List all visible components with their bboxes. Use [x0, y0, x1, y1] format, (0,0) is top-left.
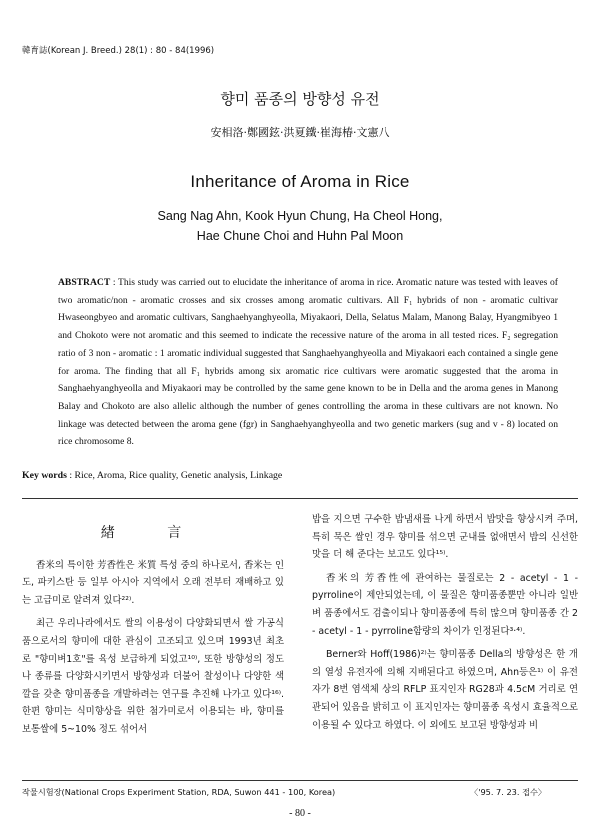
english-authors-line-1: Sang Nag Ahn, Kook Hyun Chung, Ha Cheol Hong, [157, 209, 443, 223]
right-column [312, 511, 578, 740]
english-title: Inheritance of Aroma in Rice [190, 172, 410, 191]
korean-authors: 安相洛·鄭國鉉·洪夏鐵·崔海椿·文憲八 [210, 126, 390, 139]
right-paragraph-2: 香米의 芳香性에 관여하는 물질로는 2 - acetyl - 1 - pyrroline이 제안되었는데, 이 물질은 향미품종뿐만 아니라 일반 벼 품종에서도 검출이되나 향미품종에 특히 많으며 향미품종 간 2 - acetyl - 1 - pyrroline함량의 차이가 인정된다³·⁴⁾. [312, 572, 578, 637]
page-number: - 80 - [289, 808, 311, 819]
keywords-divider [22, 498, 578, 499]
right-paragraph-1: 밥을 지으면 구수한 밥냄새를 나게 하면서 밥맛을 향상시켜 주며, 특히 묵은 쌀인 경우 향미를 섞으면 군내를 없애면서 밥의 신선한 맛을 더 해 준다는 보고도 있다¹⁵⁾. [312, 514, 578, 561]
abstract-text: : This study was carried out to elucidate the inheritance of aroma in rice. Aromatic nature was tested with leaves of two aromatic/non - aromatic crosses and six crosses among aromatic cultivars. All F₁ hybrids of non - aromatic cultivar Hwaseongbyeo and aromatic cultivars, Sanghaehyanghyeolla, Miyakaori, Della, Selatus Malam, Manong Balay, Hyangmibyeo 1 and Chokoto were not aromatic and this seemed to indicate the recessive nature of the aroma in all tested rices. F₂ segregation ratio of 3 non - aromatic : 1 aromatic individual suggested that Sanghaehyanghyeolla and Miyakaori each contained a single gene for aroma. The finding that all F₁ hybrids among six aromatic rice cultivars were aromatic suggested that the aroma in Sanghaehyanghyeolla and Miyakaori may be controlled by the same gene known to be in Della and the aroma genes in Manong Balay and Chokoto are also allelic although the number of genes controlling the aroma in these cultivars are not known. No linkage was detected between the aroma gene (fgr) in Sanghaehyanghyeolla and two genetic markers (sug and v - 8) located on rice chromosome 8. [58, 277, 558, 448]
footer-divider [22, 780, 578, 781]
left-paragraph-2: 최근 우리나라에서도 쌀의 이용성이 다양화되면서 쌀 가공식품으로서의 향미에 대한 관심이 고조되고 있으며 1993년 최초로 "향미벼1호"를 육성 보급하게 되었고¹⁰⁾, 또한 방향성의 정도나 종류를 다양화시키면서 방향성과 더불어 찰성이나 다양한 색깔을 갖춘 향미품종을 개발하려는 연구를 추진해 나가고 있다¹⁶⁾. 한편 향미는 식미향상을 위한 첨가미로서 이용되는 바, 향미를 보통쌀에 5~10% 정도 섞어서 [22, 618, 284, 735]
abstract-label: ABSTRACT [58, 277, 111, 288]
korean-title: 향미 품종의 방향성 유전 [220, 90, 380, 108]
keywords-label: Key words [22, 470, 67, 481]
affiliation-footnote: 작물시험장(National Crops Experiment Station, RDA, Suwon 441 - 100, Korea) [22, 787, 336, 797]
left-column [22, 525, 284, 745]
english-authors-line-2: Hae Chune Choi and Huhn Pal Moon [196, 229, 404, 243]
abstract [58, 274, 558, 451]
english-authors [0, 206, 600, 246]
received-date: 〈'95. 7. 23. 접수〉 [470, 787, 547, 797]
keywords [22, 470, 562, 481]
right-paragraph-3: Berner와 Hoff(1986)²⁾는 향미품종 Della의 방향성은 한 개의 열성 유전자에 의해 지배된다고 하였으며, Ahn등은¹⁾ 이 유전자가 8번 염색체 상의 RFLP 표지인자 RG28과 4.5cM 거리로 연관되어 있음을 밝히고 이 표지인자는 향미품종 육성시 효율적으로 이용될 수 있다고 하였다. 이 외에도 보고된 방향성과 비 [312, 649, 578, 731]
left-paragraph-1: 香米의 특이한 芳香性은 米質 특성 중의 하나로서, 香米는 인도, 파키스탄 등 일부 아시아 지역에서 오래 전부터 재배하고 있는 고급미로 알려져 있다²²⁾. [22, 559, 284, 606]
keywords-text: : Rice, Aroma, Rice quality, Genetic analysis, Linkage [66, 470, 283, 481]
journal-citation: 韓育誌(Korean J. Breed.) 28(1) : 80 - 84(1996) [22, 46, 215, 56]
section-heading: 緖 言 [100, 525, 206, 541]
